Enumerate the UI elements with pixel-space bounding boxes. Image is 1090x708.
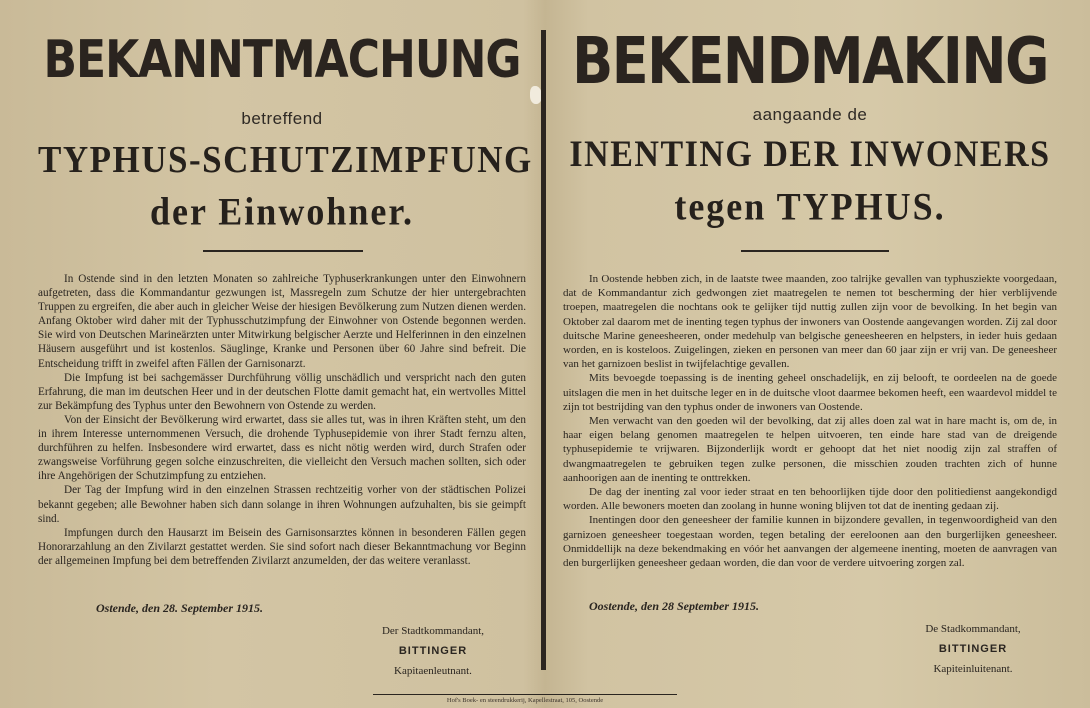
german-paragraph-2: Die Impfung ist bei sachgemässer Durchführung völlig unschädlich und verspricht nach den guten Erfahrung, die man im deutschen Heer und in der deutschen Flotte damit gemacht hat, ein wertvolles Mittel zur Bekämpfung des Typhus unter den Bewohnern von Ostende zu werden. [38,371,526,412]
german-paragraph-1: In Ostende sind in den letzten Monaten so zahlreiche Typhuserkrankungen unter den Einwohnern aufgetreten, dass die Kommandantur gezwungen ist, Massregeln zum Schutze der hier untergebrachten Truppen zu ergreifen, die aber auch in gleicher Weise der hiesigen Bevölkerung zum Nutzen dienen werden. Anfang Oktober wird daher mit der Typhusschutzimpfung der Einwohner von Ostende begonnen werden. Sie wird von Deutschen Marineärzten unter Mitwirkung belgischer Aerzte und Helferinnen in den einzelnen Häusern ausgeführt und ist kostenlos. Säuglinge, Kranke und Personen über 60 Jahre sind befreit. Die Entscheidung trifft in zweifel aften Fällen der Garnisonarzt. [38,273,526,370]
dutch-title: BEKENDMAKING [572,24,1048,99]
german-subject-line2: der Einwohner. [149,189,415,234]
german-dateline: Ostende, den 28. September 1915. [96,601,263,615]
dutch-dateline: Oostende, den 28 September 1915. [589,599,759,613]
dutch-concerning: aangaande de [752,105,868,124]
dutch-paragraph-2: Mits bevoegde toepassing is de inenting geheel onschadelijk, en zij belooft, te oordeelen na de goede uitslagen die men in het duitsche leger en in de duitsche vloot daarmee bekomen heeft, een waardevol middel te zijn tot bestrijding van den typhus onder de inwoners van Oostende. [563,372,1057,413]
dutch-paragraph-1: In Oostende hebben zich, in de laatste twee maanden, zoo talrijke gevallen van typhusziekte voorgedaan, dat de Kommandantur zich gedwongen ziet maatregelen te nemen tot bescherming der hier verblijvende troepen, maatregelen die nochtans ook te gelijker tijd nuttig zullen zijn voor de bevolking. In het begin van Oktober zal daarom met de inenting tegen typhus der inwoners van Oostende aangevangen worden. Zij zal door duitsche Marine geneesheeren, onder medehulp van belgische geneesheeren en helpsters, in ieder huis gedaan worden, en is kosteloos. Zuigelingen, zieken en personen van meer dan 60 jaar zijn er vrij van. De geneesheer van het garnizoen beslist in twijfelachtige gevallen. [563,273,1057,371]
german-sign-name: BITTINGER [398,645,468,657]
german-paragraph-3: Von der Einsicht der Bevölkerung wird erwartet, dass sie alles tut, was in ihren Kräften steht, um den in ihrem Interesse unternommenen Versuch, die drohende Typhusepidemie von ihrer Stadt fernzu alten, durchführen zu helfen. Insbesondere wird erwartet, dass es nicht nötig werden wird, durch Strafen oder zwangsweise Vorführung gegen solche einzuschreiten, die vielleicht den Versuch machen sollten, sich oder ihre Angehörigen der Schutzimpfung zu entziehen. [38,413,526,483]
german-signature [343,621,523,681]
dutch-subject-line1: INENTING DER INWONERS [569,134,1051,175]
dutch-paragraph-4: De dag der inenting zal voor ieder straat en ten behoorlijken tijde door den politiedienst aangekondigd worden. Alle bewoners moeten dan zoolang in hunne woning blijven tot dat de inenting gedaan zij. [563,486,1057,513]
dutch-signature [883,619,1063,679]
center-divider [541,30,546,670]
german-concerning: betreffend [241,109,323,128]
german-paragraph-4: Der Tag der Impfung wird in den einzelnen Strassen rechtzeitig vorher von der städtischen Polizei bekannt gegeben; alle Bewohner haben sich dann solange in ihren Wohnungen aufzuhalten, bis sie geimpft sind. [38,484,526,525]
printer-imprint: Hof's Boek- en steendrukkerij, Kapellestraat, 105, Oostende [446,697,604,704]
dutch-sign-name: BITTINGER [938,643,1008,655]
dutch-paragraph-3: Men verwacht van den goeden wil der bevolking, dat zij alles doen zal wat in hare macht is, om de, in haar eigen belang genomen maatregelen te helpen uitvoeren, ten einde hare stad van de dreigende typhusepidemie te vrijwaren. Bijzonderlijk wordt er gehoopt dat het niet noodig zijn zal straffen of dwangmaatregelen te gebruiken tegen zulke personen, die misschien zouden trachten zich of hunne aanhoorigen aan de inenting te onttrekken. [563,415,1057,484]
dutch-subject-line2: tegen TYPHUS. [674,184,946,229]
german-sign-office: Der Stadtkommandant, [381,625,485,637]
printer-rule [373,694,677,695]
german-subject-line1: TYPHUS-SCHUTZIMPFUNG [38,138,533,181]
german-sign-rank: Kapitaenleutnant. [394,665,472,677]
german-paragraph-5: Impfungen durch den Hausarzt im Beisein des Garnisonsarztes können in besonderen Fällen gegen Honorarzahlung an den Zivilarzt gestattet werden. Sie sind sofort nach dieser Bekanntmachung vor Beginn der allgemeinen Impfung bei dem betreffenden Zivilarzt anzumelden, der das weitere veranlasst. [38,526,526,567]
dutch-title-rule [741,250,889,252]
dutch-body [563,272,1057,570]
dutch-sign-rank: Kapiteinluitenant. [933,663,1013,675]
dutch-paragraph-5: Inentingen door den geneesheer der familie kunnen in bijzondere gevallen, in tegenwoordigheid van den garnizoen geneesheer toegestaan worden, tegen betaling der eereloonen aan den burgerlijken geneesheer. Onmiddellijk na deze bekendmaking en vóór het aanvangen der algemeene inenting, moeten de aanvragen van den burgerlijken geneesheer gedaan worden, die dan voor de verdere uitvoering zorgen zal. [563,514,1057,570]
dutch-sign-office: De Stadkommandant, [925,623,1021,635]
german-title: BEKANNTMACHUNG [43,30,521,91]
german-title-rule [203,250,363,252]
german-body [38,272,526,568]
